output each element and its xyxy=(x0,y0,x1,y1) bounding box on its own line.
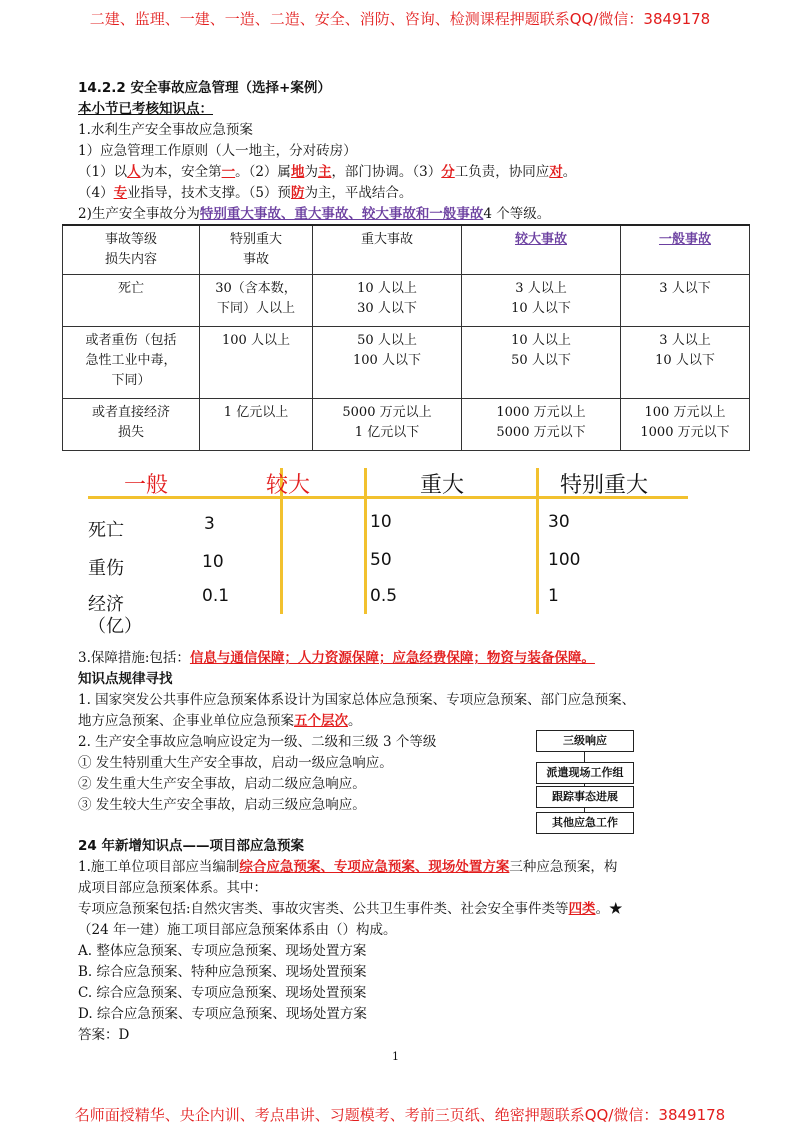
flow-step: 跟踪事态进展 xyxy=(536,786,634,808)
table-header-cell: 重大事故 xyxy=(313,225,462,275)
new-2: 成项目部应急预案体系。其中： xyxy=(78,880,267,896)
table-header-row xyxy=(63,225,750,275)
page-content xyxy=(78,78,750,225)
table-cell: 死亡 xyxy=(63,275,200,327)
rule-5: ③ 发生较大生产安全事故，启动三级应急响应。 xyxy=(78,797,366,813)
new-3: 专项应急预案包括:自然灾害类、事故灾害类、公共卫生事件类、社会安全事件类等四类。★ xyxy=(78,901,623,917)
table-cell: 3 人以上 10 人以下 xyxy=(462,275,621,327)
table-header-cell: 一般事故 xyxy=(621,225,750,275)
answer: 答案：D xyxy=(78,1027,130,1043)
table-row xyxy=(63,399,750,451)
grade-summary-chart xyxy=(80,466,680,636)
new-1: 1.施工单位项目部应当编制综合应急预案、专项应急预案、现场处置方案三种应急预案，构 xyxy=(78,859,618,875)
summary-row-label: 重伤 xyxy=(88,558,124,579)
table-cell: 5000 万元以上 1 亿元以下 xyxy=(313,399,462,451)
table-cell: 10 人以上 30 人以下 xyxy=(313,275,462,327)
summary-column-divider xyxy=(536,468,539,614)
rule-4: ② 发生重大生产安全事故，启动二级应急响应。 xyxy=(78,776,366,792)
section-title: 14.2.2 安全事故应急管理（选择+案例） xyxy=(78,80,331,96)
table-cell: 1000 万元以上 5000 万元以下 xyxy=(462,399,621,451)
summary-column-divider xyxy=(364,468,367,614)
summary-row-label: 经济 xyxy=(88,594,124,615)
summary-value: 30 xyxy=(548,512,570,532)
summary-value: 50 xyxy=(370,550,392,570)
knowledge-heading: 本小节已考核知识点： xyxy=(78,101,213,117)
summary-value: 10 xyxy=(370,512,392,532)
table-row xyxy=(63,275,750,327)
summary-value: 100 xyxy=(548,550,581,570)
table-header-cell: 特别重大 事故 xyxy=(200,225,313,275)
table-cell: 3 人以上 10 人以下 xyxy=(621,327,750,399)
summary-value: 1 xyxy=(548,586,559,606)
summary-header-larger: 较大 xyxy=(266,473,311,498)
summary-value: 0.5 xyxy=(370,586,398,606)
summary-value: 0.1 xyxy=(202,586,230,606)
flow-step: 三级响应 xyxy=(536,730,634,752)
new-heading: 24 年新增知识点——项目部应急预案 xyxy=(78,838,304,854)
summary-header-general: 一般 xyxy=(124,473,169,498)
rule-3: ① 发生特别重大生产安全事故，启动一级应急响应。 xyxy=(78,755,393,771)
page-content-lower xyxy=(78,648,750,816)
table-cell: 或者重伤（包括 急性工业中毒， 下同） xyxy=(63,327,200,399)
page-number: 1 xyxy=(392,1050,399,1063)
rule-1b: 地方应急预案、企事业单位应急预案五个层次。 xyxy=(78,713,362,729)
table-cell: 100 万元以上 1000 万元以下 xyxy=(621,399,750,451)
page-content-new xyxy=(78,836,750,1046)
summary-value: 3 xyxy=(204,514,215,534)
option-b: B. 综合应急预案、特种应急预案、现场处置预案 xyxy=(78,964,367,980)
principles-line-1: （1）以人为本，安全第一。（2）属地为主，部门协调。（3）分工负责，协同应对。 xyxy=(78,164,577,180)
top-banner: 二建、监理、一建、一造、二造、安全、消防、咨询、检测课程押题联系QQ/微信：3849178 xyxy=(89,10,711,28)
table-cell: 10 人以上 50 人以下 xyxy=(462,327,621,399)
summary-row-label: （亿） xyxy=(88,616,142,637)
summary-header-extra-major: 特别重大 xyxy=(560,473,649,498)
table-cell: 100 人以上 xyxy=(200,327,313,399)
option-a: A. 整体应急预案、专项应急预案、现场处置方案 xyxy=(78,943,367,959)
principles-line-2: （4）专业指导，技术支撑。（5）预防为主，平战结合。 xyxy=(78,185,413,201)
summary-header-major: 重大 xyxy=(420,473,465,498)
table-cell: 30（含本数， 下同）人以上 xyxy=(200,275,313,327)
table-cell: 1 亿元以上 xyxy=(200,399,313,451)
rule-2: 2. 生产安全事故应急响应设定为一级、二级和三级 3 个等级 xyxy=(78,734,437,750)
table-header-cell: 较大事故 xyxy=(462,225,621,275)
table-cell: 3 人以下 xyxy=(621,275,750,327)
bottom-banner: 名师面授精华、央企内训、考点串讲、习题模考、考前三页纸、绝密押题联系QQ/微信：3849178 xyxy=(74,1106,726,1124)
rule-1: 1. 国家突发公共事件应急预案体系设计为国家总体应急预案、专项应急预案、部门应急预案、 xyxy=(78,692,636,708)
flow-step: 派遣现场工作组 xyxy=(536,762,634,784)
table-row xyxy=(63,327,750,399)
table-cell: 或者直接经济 损失 xyxy=(63,399,200,451)
rule-heading: 知识点规律寻找 xyxy=(78,671,173,687)
option-d: D. 综合应急预案、专项应急预案、现场处置方案 xyxy=(78,1006,367,1022)
item-1: 1.水利生产安全事故应急预案 xyxy=(78,122,253,138)
flow-step: 其他应急工作 xyxy=(536,812,634,834)
levels-line: 2)生产安全事故分为特别重大事故、重大事故、较大事故和一般事故4 个等级。 xyxy=(78,206,551,222)
summary-value: 10 xyxy=(202,552,224,572)
principles-intro: 1）应急管理工作原则（人一地主，分对砖房） xyxy=(78,143,357,159)
flow-arrow xyxy=(584,752,585,762)
table-cell: 50 人以上 100 人以下 xyxy=(313,327,462,399)
summary-row-label: 死亡 xyxy=(88,520,124,541)
table-header-cell: 事故等级 损失内容 xyxy=(63,225,200,275)
accident-grade-table xyxy=(62,224,750,451)
item-3: 3.保障措施:包括：信息与通信保障；人力资源保障；应急经费保障；物资与装备保障。 xyxy=(78,650,595,666)
question: （24 年一建）施工项目部应急预案体系由（）构成。 xyxy=(78,922,397,938)
option-c: C. 综合应急预案、专项应急预案、现场处置预案 xyxy=(78,985,367,1001)
